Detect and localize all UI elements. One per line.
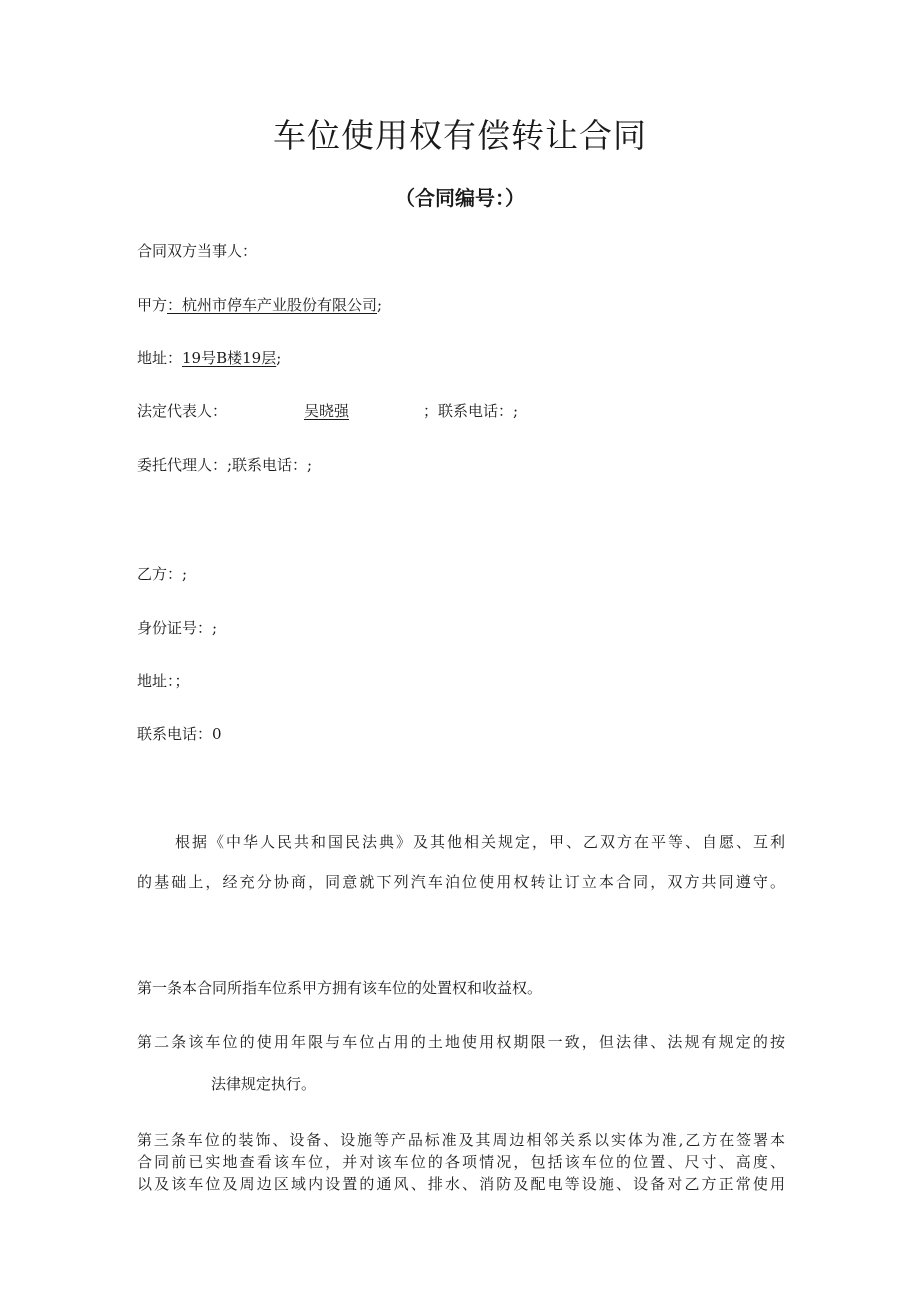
legal-rep-label: 法定代表人： [137,402,228,420]
preamble-line-2: 的基础上，经充分协商，同意就下列汽车泊位使用权转让订立本合同，双方共同遵守。 [137,873,785,891]
legal-rep-value: 吴晓强 [304,402,350,420]
party-b-phone-line: 联系电话：0 [137,725,222,743]
article-3-line-3: 以及该车位及周边区域内设置的通风、排水、消防及配电等设施、设备对乙方正常使用 [137,1175,785,1193]
article-3-line-2: 合同前已实地查看该车位，并对该车位的各项情况，包括该车位的位置、尺寸、高度、 [137,1153,785,1171]
party-a-address-value: 19号B楼19层 [182,349,277,367]
party-a-name-end: ; [377,296,383,314]
party-b-id-line: 身份证号：; [137,619,218,637]
legal-rep-phone: ；联系电话：; [423,402,519,420]
contract-number: （合同编号：） [395,186,525,210]
party-a-address-label: 地址： [137,349,183,367]
party-a-line [137,294,382,316]
legal-rep-line [137,400,227,422]
party-a-name: ：杭州市停车产业股份有限公司 [167,296,378,314]
agent-line: 委托代理人：;联系电话：; [137,456,313,474]
article-2-line-2: 法律规定执行。 [211,1075,317,1093]
party-a-label: 甲方 [137,296,168,314]
article-1: 第一条本合同所指车位系甲方拥有该车位的处置权和收益权。 [137,979,543,997]
party-b-name-line: 乙方：; [137,565,188,583]
article-3-line-1: 第三条车位的装饰、设备、设施等产品标准及其周边相邻关系以实体为准,乙方在签署本 [137,1131,785,1149]
document-title: 车位使用权有偿转让合同 [273,116,647,155]
party-a-address-line [137,347,281,369]
party-a-address-end: ; [276,349,282,367]
party-b-address-line: 地址：； [137,672,190,690]
parties-heading: 合同双方当事人： [137,242,258,260]
article-2-line-1: 第二条该车位的使用年限与车位占用的土地使用权期限一致，但法律、法规有规定的按 [137,1033,785,1051]
preamble-line-1: 根据《中华人民共和国民法典》及其他相关规定，甲、乙双方在平等、自愿、互利 [175,833,785,851]
